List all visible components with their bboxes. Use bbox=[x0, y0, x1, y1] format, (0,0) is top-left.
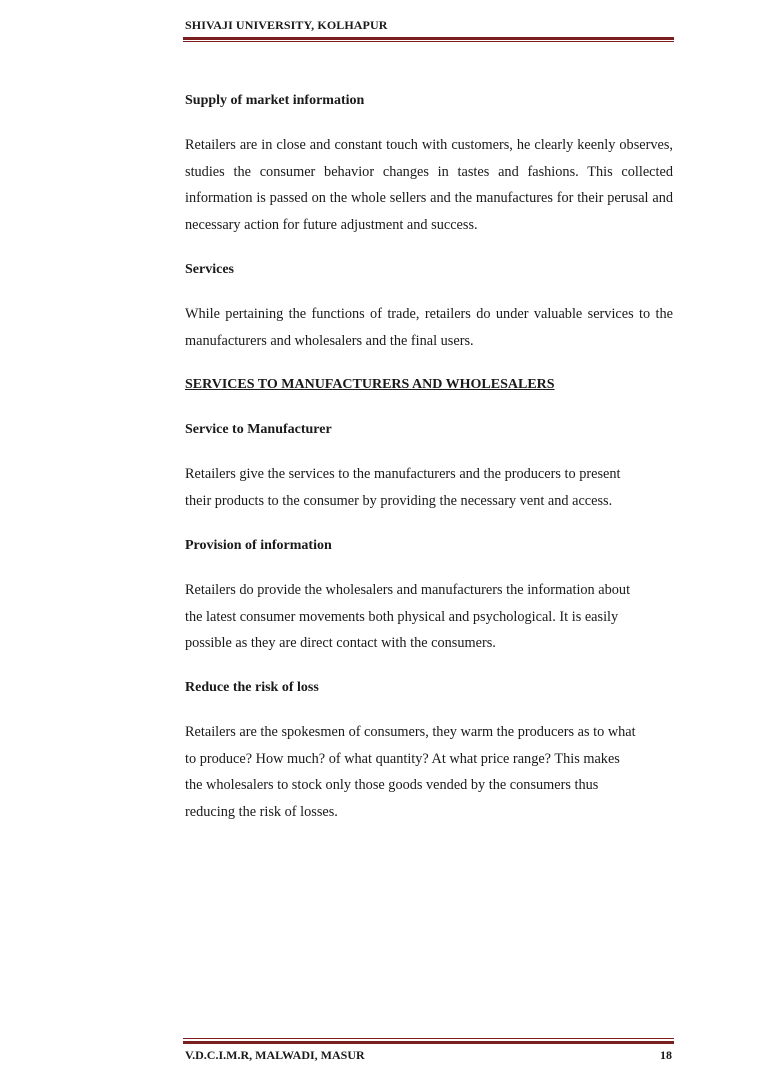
header-title: SHIVAJI UNIVERSITY, KOLHAPUR bbox=[185, 18, 388, 32]
section-paragraph bbox=[185, 461, 673, 514]
paragraph-line: the latest consumer movements both physical and psychological. It is easily bbox=[185, 608, 619, 625]
section-paragraph bbox=[185, 719, 673, 825]
paragraph-line: Retailers do provide the wholesalers and manufacturers the information about bbox=[185, 582, 631, 598]
paragraph-line: to produce? How much? of what quantity? At what price range? This makes bbox=[185, 750, 620, 767]
section-heading: Reduce the risk of loss bbox=[185, 680, 319, 695]
header-rule-thick bbox=[183, 37, 674, 40]
page-number: 18 bbox=[660, 1048, 672, 1062]
footer-rule-thin bbox=[183, 1038, 674, 1039]
footer-rule-thick bbox=[183, 1041, 674, 1044]
paragraph-line: their products to the consumer by providing the necessary vent and access. bbox=[185, 492, 613, 509]
paragraph-line: Retailers are the spokesmen of consumers, they warm the producers as to what bbox=[185, 724, 636, 740]
paragraph-line: Retailers give the services to the manufacturers and the producers to present bbox=[185, 466, 621, 482]
section-heading: Service to Manufacturer bbox=[185, 422, 332, 437]
header-rule-thin bbox=[183, 41, 674, 42]
footer-institution: V.D.C.I.M.R, MALWADI, MASUR bbox=[185, 1048, 365, 1062]
section-paragraph bbox=[185, 577, 673, 657]
section-heading-underlined: SERVICES TO MANUFACTURERS AND WHOLESALERS bbox=[185, 377, 555, 392]
section-heading: Provision of information bbox=[185, 538, 332, 553]
section-paragraph: While pertaining the functions of trade, retailers do under valuable services to the manufacturers and wholesalers and the final users. bbox=[185, 306, 673, 349]
paragraph-line: possible as they are direct contact with the consumers. bbox=[185, 635, 496, 651]
section-heading: Services bbox=[185, 262, 234, 277]
paragraph-line: reducing the risk of losses. bbox=[185, 803, 338, 820]
paragraph-line: the wholesalers to stock only those goods vended by the consumers thus bbox=[185, 777, 599, 793]
section-heading: Supply of market information bbox=[185, 93, 365, 108]
section-paragraph: Retailers are in close and constant touch with customers, he clearly keenly observes, studies the consumer behavior changes in tastes and fashions. This collected information is passed on the whole sellers and the manufactures for their perusal and necessary action for future adjustment and success. bbox=[185, 137, 673, 233]
